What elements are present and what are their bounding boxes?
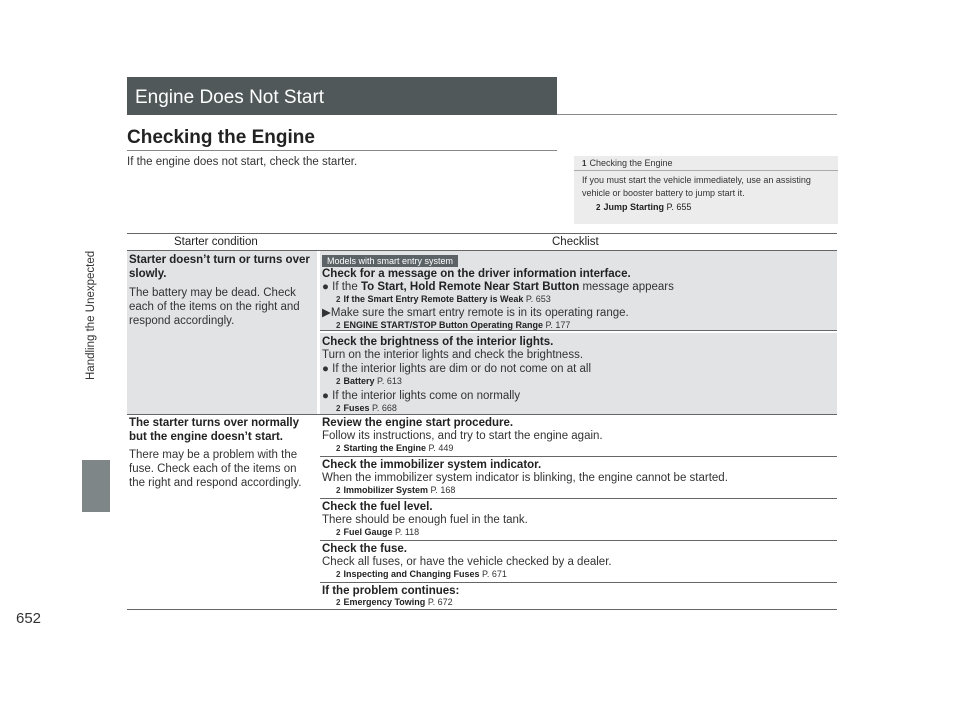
page-ref-icon: 2 xyxy=(336,528,341,537)
check-body: There should be enough fuel in the tank. xyxy=(322,514,528,526)
page-reference[interactable]: 2 Immobilizer System P. 168 xyxy=(336,485,456,495)
check-title: Check the brightness of the interior lights. xyxy=(322,336,554,348)
page-ref-icon: 2 xyxy=(336,598,341,607)
check-body: When the immobilizer system indicator is blinking, the engine cannot be started. xyxy=(322,472,728,484)
divider xyxy=(127,609,837,610)
divider xyxy=(557,114,837,115)
side-note xyxy=(574,156,838,224)
page-number: 652 xyxy=(16,610,42,627)
page-ref-icon: 2 xyxy=(596,203,601,212)
check-title: If the problem continues: xyxy=(322,585,460,597)
condition-title: Starter doesn’t turn or turns over slowly. xyxy=(129,254,310,280)
intro-text: If the engine does not start, check the starter. xyxy=(127,156,358,168)
check-body: Check all fuses, or have the vehicle checked by a dealer. xyxy=(322,556,612,568)
check-title: Check the immobilizer system indicator. xyxy=(322,459,542,471)
divider xyxy=(127,150,557,151)
page-ref-icon: 2 xyxy=(336,570,341,579)
page-ref-icon: 2 xyxy=(336,377,341,386)
check-bullet: ● If the interior lights come on normally xyxy=(322,390,521,402)
check-title: Check for a message on the driver information interface. xyxy=(322,268,631,280)
check-title: Check the fuel level. xyxy=(322,501,433,513)
page-reference[interactable]: 2 Fuel Gauge P. 118 xyxy=(336,527,420,537)
divider xyxy=(574,170,838,171)
page-ref-icon: 2 xyxy=(336,321,341,330)
page-reference[interactable]: 2 Battery P. 613 xyxy=(336,376,402,386)
note-icon: 1 xyxy=(582,159,587,168)
check-note: ▶Make sure the smart entry remote is in its operating range. xyxy=(322,307,629,319)
check-bullet: ● If the interior lights are dim or do not come on at all xyxy=(322,363,592,375)
column-header-checklist: Checklist xyxy=(552,236,599,248)
note-heading: 1 Checking the Engine xyxy=(582,158,673,168)
divider xyxy=(320,498,837,499)
page-title: Engine Does Not Start xyxy=(135,87,325,108)
check-title: Check the fuse. xyxy=(322,543,407,555)
title-bar xyxy=(127,77,557,115)
divider xyxy=(320,330,837,331)
page-ref-icon: 2 xyxy=(336,486,341,495)
check-body: Turn on the interior lights and check the brightness. xyxy=(322,349,584,361)
divider xyxy=(127,414,837,415)
page-reference[interactable]: 2 Emergency Towing P. 672 xyxy=(336,597,453,607)
page-ref-icon: 2 xyxy=(336,404,341,413)
note-body: If you must start the vehicle immediately, use an assisting vehicle or booster battery to jump start it. xyxy=(582,175,811,198)
page-reference[interactable]: 2 Fuses P. 668 xyxy=(336,403,397,413)
page-reference[interactable]: 2 Inspecting and Changing Fuses P. 671 xyxy=(336,569,507,579)
check-body: Follow its instructions, and try to start the engine again. xyxy=(322,430,603,442)
page-ref-icon: 2 xyxy=(336,295,341,304)
divider xyxy=(320,540,837,541)
check-bullet: ● If the To Start, Hold Remote Near Start Button message appears xyxy=(322,281,674,293)
section-heading: Checking the Engine xyxy=(127,127,315,148)
divider xyxy=(320,456,837,457)
page-reference[interactable]: 2 ENGINE START/STOP Button Operating Range P. 177 xyxy=(336,320,571,330)
divider xyxy=(320,582,837,583)
page-ref-icon: 2 xyxy=(336,444,341,453)
condition-body: There may be a problem with the fuse. Check each of the items on the right and respond accordingly. xyxy=(129,449,302,489)
model-badge: Models with smart entry system xyxy=(322,255,458,267)
side-section-label: Handling the Unexpected xyxy=(85,250,97,380)
section-tab xyxy=(82,460,110,512)
column-header-condition: Starter condition xyxy=(174,236,258,248)
page-reference[interactable]: 2 Starting the Engine P. 449 xyxy=(336,443,454,453)
note-reference[interactable]: 2 Jump Starting P. 655 xyxy=(596,202,692,212)
divider xyxy=(127,233,837,234)
page-reference[interactable]: 2 If the Smart Entry Remote Battery is Weak P. 653 xyxy=(336,294,551,304)
check-title: Review the engine start procedure. xyxy=(322,417,514,429)
condition-title: The starter turns over normally but the engine doesn’t start. xyxy=(129,417,299,443)
condition-body: The battery may be dead. Check each of the items on the right and respond accordingly. xyxy=(129,287,300,327)
